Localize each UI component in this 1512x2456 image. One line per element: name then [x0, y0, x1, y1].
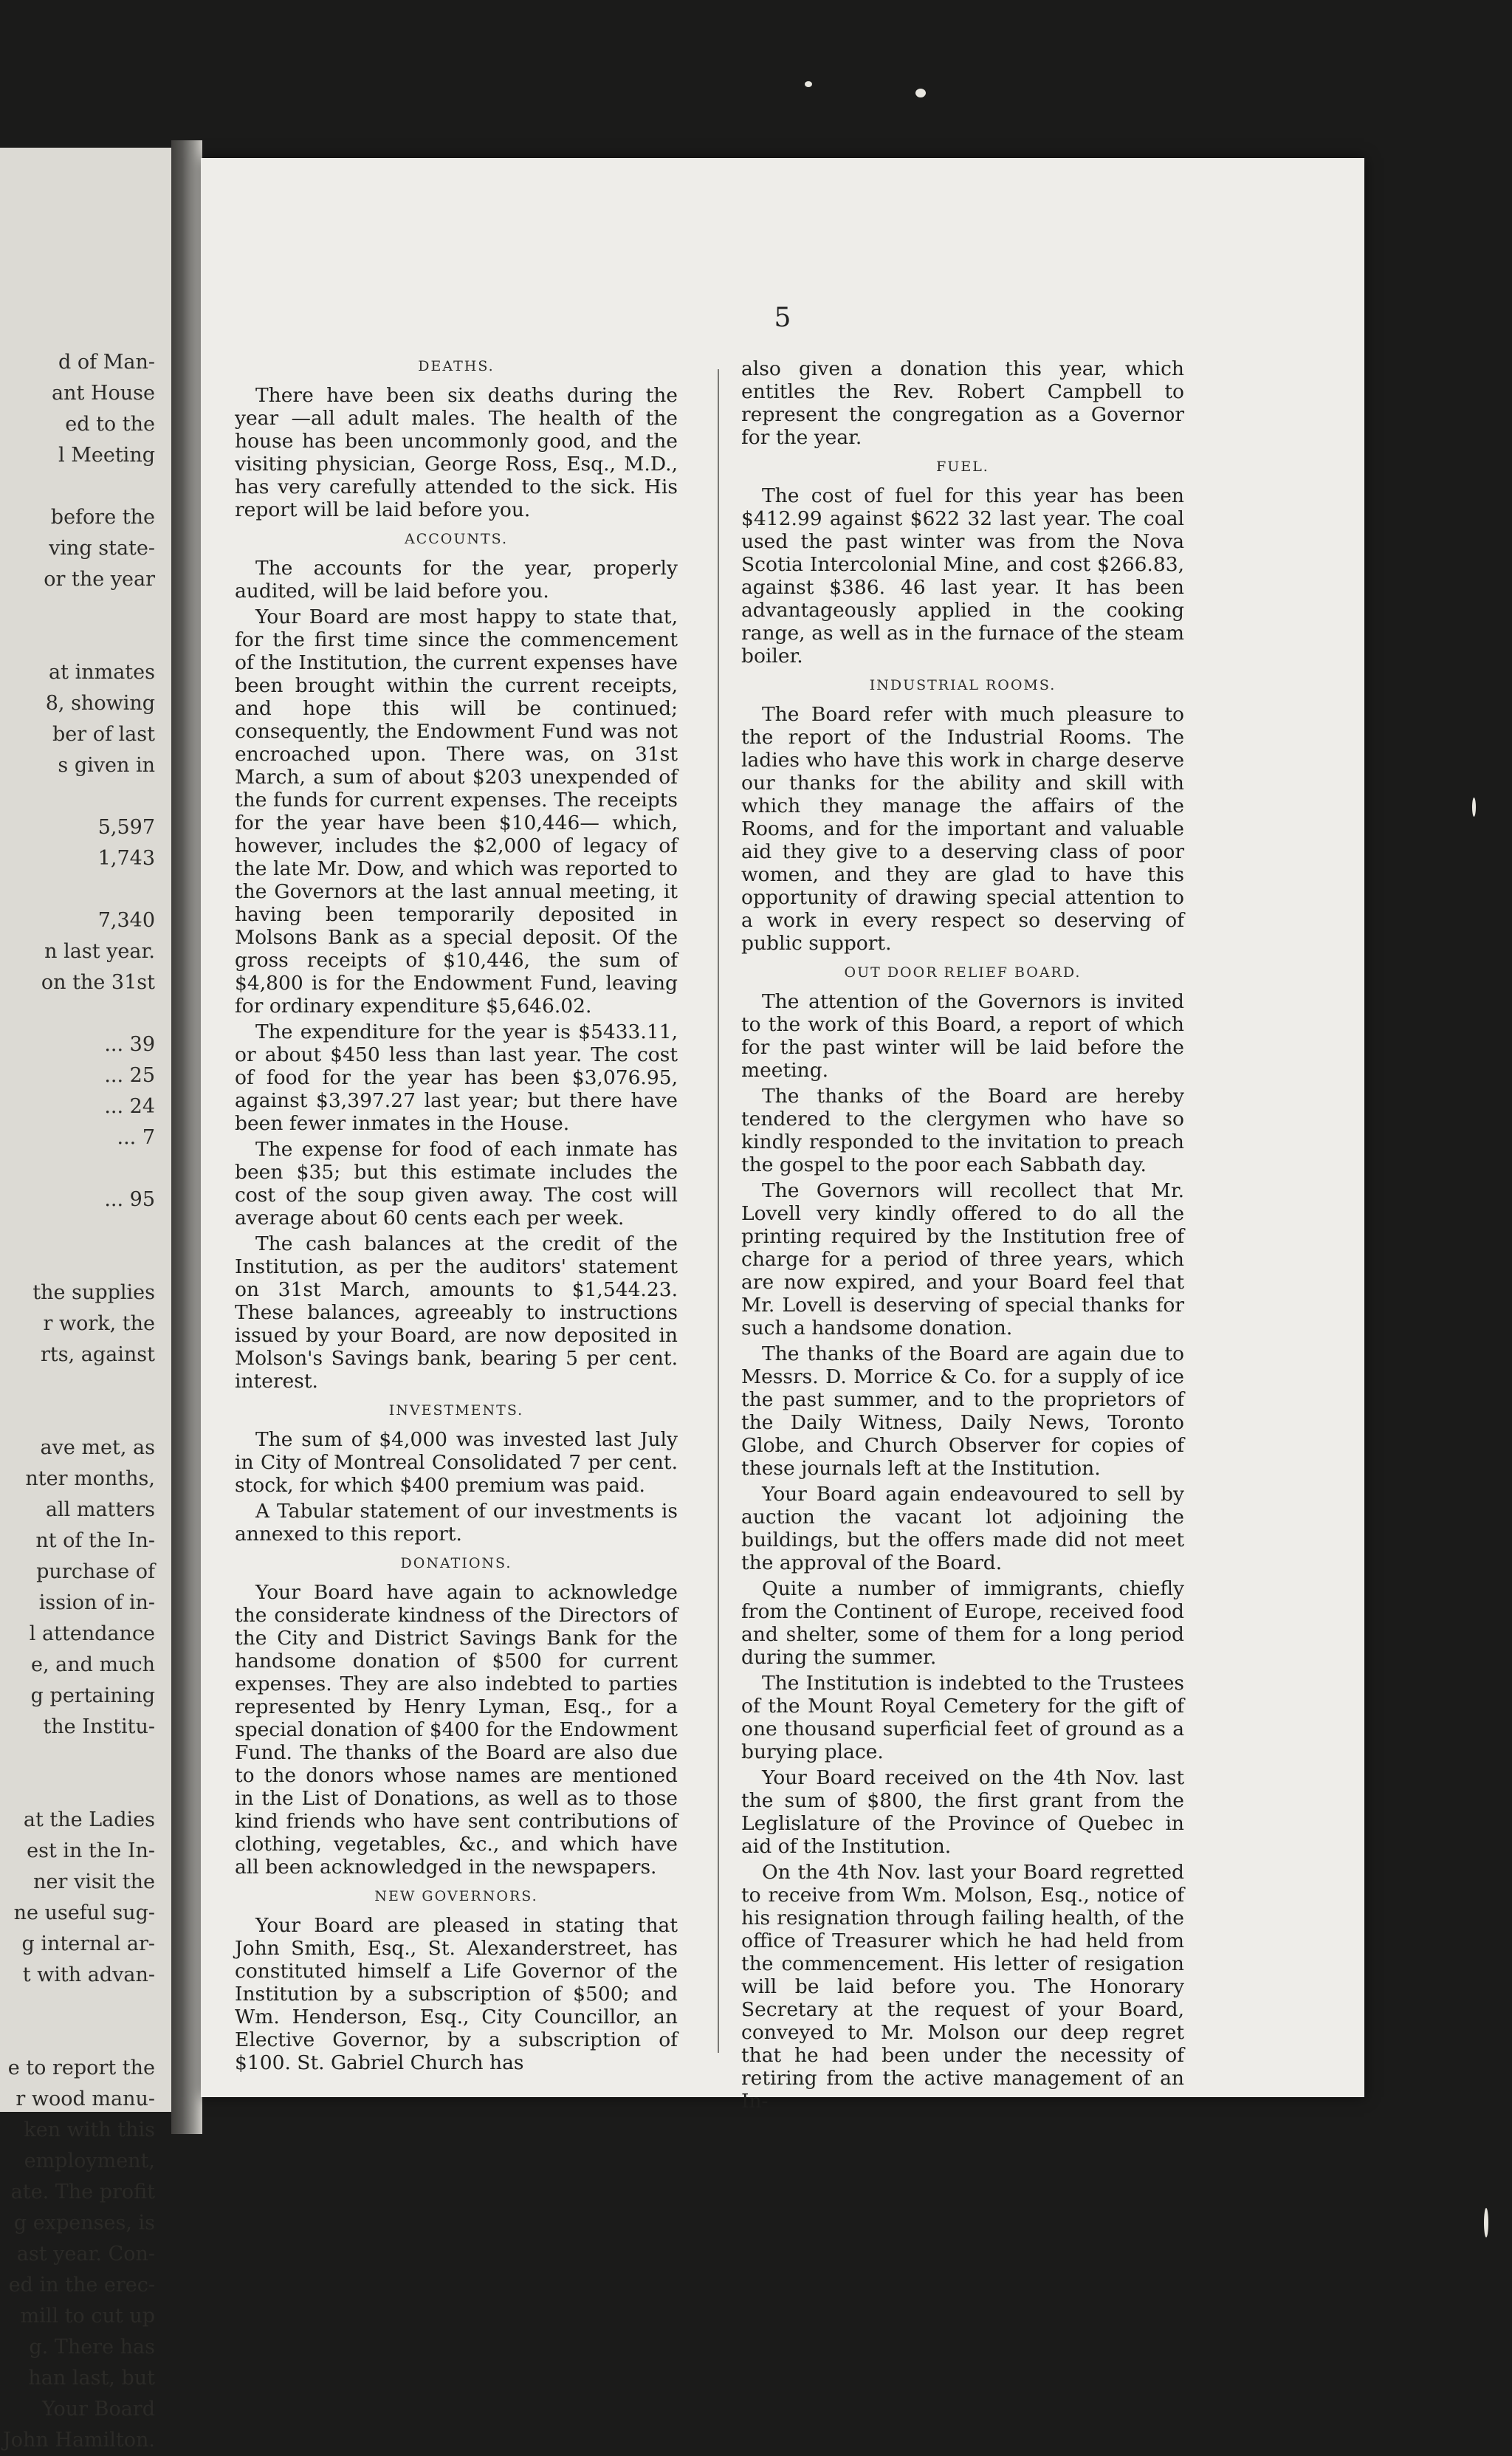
section-heading: NEW GOVERNORS.: [374, 1888, 538, 1904]
facing-page-line: 5,597: [97, 816, 155, 839]
paragraph: Your Board are pleased in stating that John Smith, Esq., St. Alexanderstreet, has constituted himself a Life Governor of the Institution by a subscription of $500; and Wm. Henderson, Esq., City Councillor, an Elective Governor, by a subscription of $100. St. Gabriel Church has: [235, 1914, 678, 2074]
facing-page-line: nter months,: [25, 1467, 155, 1490]
paragraph: Quite a number of immigrants, chiefly from the Continent of Europe, received food and shelter, some of them for a long period during the summer.: [741, 1577, 1184, 1669]
facing-page-line: ... 24: [104, 1095, 155, 1118]
page-number: 5: [774, 303, 791, 333]
section-heading: FUEL.: [936, 459, 989, 475]
facing-page-line: [0, 1153, 155, 1184]
right-column: [741, 357, 1184, 2116]
facing-page-line: r wood manu-: [16, 2088, 155, 2110]
facing-page-line: at the Ladies: [23, 1808, 155, 1831]
facing-page-line: nt of the In-: [35, 1529, 155, 1552]
section-heading: DONATIONS.: [400, 1555, 512, 1571]
paragraph: The thanks of the Board are again due to Messrs. D. Morrice & Co. for a supply of ice the past summer, and to the proprietors of the Daily Witness, Daily News, Toronto Globe, and Church Observer for copies of these journals left at the Institution.: [741, 1342, 1184, 1480]
facing-page-line: r work, the: [43, 1312, 155, 1335]
facing-page-line: ving state-: [49, 537, 155, 560]
facing-page-line: [0, 874, 155, 905]
facing-page-line: ave met, as: [40, 1436, 155, 1459]
facing-page-line: 7,340: [97, 909, 155, 932]
section-heading: INDUSTRIAL ROOMS.: [869, 677, 1056, 693]
facing-page-line: t with advan-: [22, 1963, 155, 1986]
facing-page-line: rts, against: [41, 1343, 155, 1366]
facing-page-line: ... 7: [117, 1126, 155, 1149]
facing-page-line: [0, 1743, 155, 1774]
facing-page-line: employment,: [24, 2150, 155, 2172]
facing-page-line: ber of last: [52, 723, 155, 746]
paragraph: The expenditure for the year is $5433.11, or about $450 less than last year. The cost of food for the year has been $3,076.95, against $3,397.27 last year; but there have been fewer inmates in the House.: [235, 1021, 678, 1135]
facing-page-line: g pertaining: [30, 1684, 155, 1707]
facing-page-line: ast year. Con-: [16, 2243, 155, 2265]
paragraph: also given a donation this year, which entitles the Rev. Robert Campbell to represent the congregation as a Governor for the year.: [741, 357, 1184, 449]
paragraph: Your Board received on the 4th Nov. last the sum of $800, the first grant from the Leglislature of the Province of Quebec in aid of the Institution.: [741, 1766, 1184, 1858]
paragraph: The accounts for the year, properly audited, will be laid before you.: [235, 557, 678, 603]
facing-page-line: [0, 471, 155, 502]
facing-page-line: l attendance: [29, 1622, 155, 1645]
facing-page-line: est in the In-: [27, 1839, 155, 1862]
facing-page-line: at inmates: [49, 661, 155, 684]
dust-speck: [1472, 797, 1476, 817]
facing-page-line: mill to cut up: [20, 2305, 155, 2328]
facing-page-line: l Meeting: [58, 444, 155, 467]
facing-page-line: [0, 998, 155, 1029]
facing-page-line: on the 31st: [41, 971, 155, 994]
dust-speck: [915, 89, 926, 97]
facing-page-line: ... 39: [104, 1033, 155, 1056]
paragraph: On the 4th Nov. last your Board regretted to receive from Wm. Molson, Esq., notice of his resignation through failing health, of the office of Treasurer which he had held from the commencement. His letter of resigation will be laid before you. The Honorary Secretary at the request of your Board, conveyed to Mr. Molson our deep regret that he had been under the necessity of retiring from the active management of an In-: [741, 1861, 1184, 2113]
paragraph: Your Board have again to acknowledge the considerate kindness of the Directors of the City and District Savings Bank for the handsome donation of $500 for current expenses. They are also indebted to parties represented by Henry Lyman, Esq., for a special donation of $400 for the Endowment Fund. The thanks of the Board are also due to the donors whose names are mentioned in the List of Donations, as well as to those kind friends who have sent contributions of clothing, vegetables, &c., and which have all been acknowledged in the newspapers.: [235, 1581, 678, 1879]
paragraph: The Institution is indebted to the Trustees of the Mount Royal Cemetery for the gift of one thousand superficial feet of ground as a burying place.: [741, 1672, 1184, 1763]
facing-page-line: ... 25: [104, 1064, 155, 1087]
facing-page-line: [0, 1246, 155, 1277]
facing-page-line: the supplies: [32, 1281, 155, 1304]
facing-page-line: e, and much: [31, 1653, 155, 1676]
facing-page-line: [0, 1371, 155, 1402]
facing-page-line: [0, 2022, 155, 2053]
document-page: [201, 158, 1364, 2113]
facing-page-line: Your Board: [42, 2398, 155, 2421]
facing-page-line: ken with this: [24, 2119, 155, 2141]
paragraph: The sum of $4,000 was invested last July in City of Montreal Consolidated 7 per cent. stock, for which $400 premium was paid.: [235, 1428, 678, 1497]
paragraph: The expense for food of each inmate has been $35; but this estimate includes the cost of the soup given away. The cost will average about 60 cents each per week.: [235, 1138, 678, 1229]
facing-page-line: ed in the erec-: [8, 2274, 155, 2297]
facing-page-line: e to report the: [7, 2057, 155, 2079]
dust-speck: [805, 81, 812, 87]
paragraph: A Tabular statement of our investments is annexed to this report.: [235, 1500, 678, 1546]
paragraph: Your Board again endeavoured to sell by auction the vacant lot adjoining the buildings, but the offers made did not meet the approval of the Board.: [741, 1483, 1184, 1574]
facing-page-line: [0, 595, 155, 626]
section-heading: DEATHS.: [418, 358, 495, 374]
facing-page-line: g expenses, is: [13, 2212, 155, 2234]
dust-speck: [1484, 2208, 1488, 2237]
facing-page-line: [0, 781, 155, 812]
facing-page-line: or the year: [44, 568, 155, 591]
section-heading: INVESTMENTS.: [388, 1402, 524, 1419]
paragraph: The Governors will recollect that Mr. Lovell very kindly offered to do all the printing required by the Institution free of charge for a period of three years, which are now expired, and your Board feel that Mr. Lovell is deserving of special thanks for such a handsome donation.: [741, 1179, 1184, 1340]
facing-page-line: all matters: [45, 1498, 155, 1521]
facing-page-line: [0, 1402, 155, 1433]
facing-page-line: g. There has: [29, 2336, 155, 2359]
facing-page-line: [0, 1991, 155, 2022]
column-divider: [718, 369, 719, 2053]
paragraph: The Board refer with much pleasure to the report of the Industrial Rooms. The ladies who have this work in charge deserve our thanks for the ability and skill with which they manage the affairs of the Rooms, and for the important and valuable aid they give to a deserving class of poor women, and they are glad to have this opportunity of drawing special attention to a work in every respect so deserving of public support.: [741, 703, 1184, 955]
paragraph: The thanks of the Board are hereby tendered to the clergymen who have so kindly responded to the invitation to preach the gospel to the poor each Sabbath day.: [741, 1085, 1184, 1176]
facing-page-line: g internal ar-: [21, 1932, 155, 1955]
section-heading: ACCOUNTS.: [404, 531, 509, 547]
paragraph: There have been six deaths during the year —all adult males. The health of the house has been uncommonly good, and the visiting physician, George Ross, Esq., M.D., has very carefully attended to the sick. His report will be laid before you.: [235, 384, 678, 521]
facing-page-line: ner visit the: [33, 1870, 155, 1893]
facing-page-line: 1,743: [97, 847, 155, 870]
facing-page-line: 8, showing: [45, 692, 155, 715]
facing-page-line: ission of in-: [38, 1591, 155, 1614]
paragraph: The attention of the Governors is invited to the work of this Board, a report of which for the past winter will be laid before the meeting.: [741, 990, 1184, 1082]
facing-page-line: [0, 1215, 155, 1246]
paragraph: The cost of fuel for this year has been $412.99 against $622 32 last year. The coal used the past winter was from the Nova Scotia Intercolonial Mine, and cost $266.83, against $386. 46 last year. It has been advantageously applied in the cooking range, as well as in the furnace of the steam boiler.: [741, 484, 1184, 668]
facing-page-line: n last year.: [44, 940, 155, 963]
facing-page-line: the Institu-: [43, 1715, 155, 1738]
facing-page-line: John Hamilton.: [2, 2429, 155, 2452]
facing-page-text: [0, 347, 155, 2456]
paragraph: The cash balances at the credit of the Institution, as per the auditors' statement on 31st March, amounts to $1,544.23. These balances, agreeably to instructions issued by your Board, are now deposited in Molson's Savings bank, bearing 5 per cent. interest.: [235, 1232, 678, 1393]
book-gutter: [171, 140, 202, 2134]
left-column: [235, 357, 678, 2077]
facing-page-line: ate. The profit: [10, 2181, 155, 2203]
facing-page-line: ant House: [52, 382, 155, 405]
paragraph: Your Board are most happy to state that, for the first time since the commencement of the Institution, the current expenses have been brought within the current receipts, and hope this will be continued; consequently, the Endowment Fund was not encroached upon. There was, on 31st March, a sum of about $203 unexpended of the funds for current expenses. The receipts for the year have been $10,446— which, however, includes the $2,000 of legacy of the late Mr. Dow, and which was reported to the Governors at the last annual meeting, it having been temporarily deposited in Molsons Bank as a special deposit. Of the gross receipts of $10,446, the sum of $4,800 is for the Endowment Fund, leaving for ordinary expenditure $5,646.02.: [235, 606, 678, 1018]
facing-page-line: ... 95: [104, 1188, 155, 1211]
facing-page-line: [0, 1774, 155, 1805]
facing-page-line: s given in: [58, 754, 155, 777]
facing-page-line: ne useful sug-: [13, 1901, 155, 1924]
facing-page-line: d of Man-: [58, 351, 155, 374]
facing-page-fragment: [0, 148, 171, 2452]
facing-page-line: purchase of: [36, 1560, 155, 1583]
section-heading: OUT DOOR RELIEF BOARD.: [844, 964, 1082, 981]
facing-page-line: before the: [50, 506, 155, 529]
facing-page-line: ed to the: [65, 413, 155, 436]
facing-page-line: [0, 626, 155, 657]
facing-page-line: han last, but: [28, 2367, 155, 2390]
